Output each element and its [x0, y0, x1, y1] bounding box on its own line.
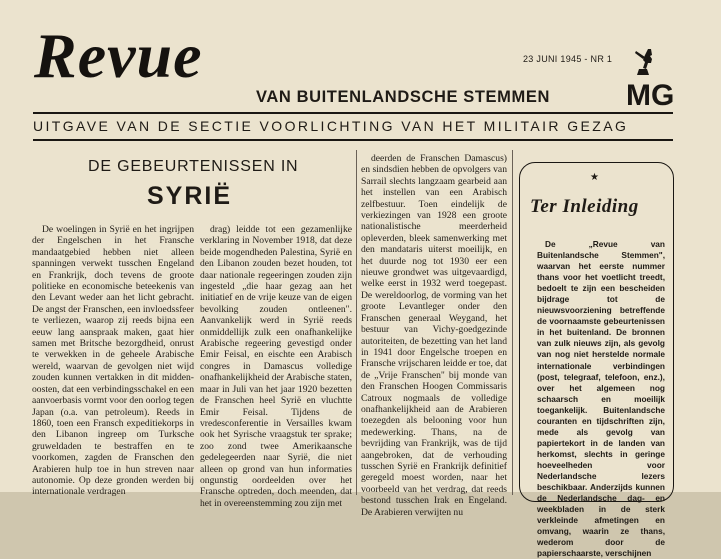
- column-divider: [356, 150, 357, 495]
- article-text: drag) leidde tot een gezamenlijke verklaring in November 1918, dat deze beide mogendheden Palestina, Syrië en den Libanon zouden bezet houden, tot daar nationale regeeringen zouden zijn ingesteld „die haar gezag aan het initiatief en de vrije keuze van de eigen bevolking zouden ontleenen". Aanvankelijk werd in Syrië reeds onmiddellijk zulk een onafhankelijke Arabische regeering gevestigd onder Emir Feisal, en eischte een Arabisch congres in Damascus volledige onafhankelijkheid der Arabische staten, maar in Juli van het jaar 1920 bezetten de Franschen heel Syrië en vluchtte Emir Feisal. Tijdens de vredesconferentie in Versailles kwam ook het Syrische vraagstuk ter sprake; zoo zond twee Amerikaansche gedelegeerden naar Syrië, die niet alleen op grond van hun informaties ongunstig oordeelden over het Fransche optreden, doch meenden, dat het in overeenstemming zou zijn met: [200, 224, 352, 509]
- masthead-title: Revue: [34, 20, 203, 91]
- date-issue: 23 JUNI 1945 - NR 1: [523, 54, 613, 64]
- article-column-2: [200, 224, 352, 509]
- headline-small: DE GEBEURTENISSEN IN: [88, 158, 299, 175]
- sidebar-text: De „Revue van Buitenlandsche Stemmen", waarvan het eerste nummer thans voor het voetlicht treedt, bedoelt te zijn een bescheiden bijdrage tot de nieuwsvoorziening betreffende de voornaamste gebeurtenissen in het buitenland. De bronnen van zulk nieuws zijn, als gevolg van nog niet herstelde normale internationale verbindingen (post, telegraaf, telefoon, enz.), over het algemeen nog schaarsch en moeilijk toegankelijk. Buitenlandsche couranten en tijdschriften zijn, mede als gevolg van papiertekort in de landen van herkomst, slechts in geringe hoeveelheden voor Nederlandsche lezers beschikbaar. Anderzijds kunnen de Nederlandsche dag- en weekbladen in de sterk verkleinde afmetingen en omvang, waarin ze thans, wederom door de papierschaarste, verschijnen: [537, 239, 665, 559]
- article-column-3: [361, 153, 507, 518]
- tagline-rule: [33, 139, 673, 141]
- article-column-1: [32, 224, 194, 498]
- masthead-subtitle: VAN BUITENLANDSCHE STEMMEN: [256, 88, 550, 106]
- star-icon: ★: [590, 172, 599, 183]
- sidebar-text-block: [537, 239, 665, 559]
- masthead-rule: [33, 112, 673, 114]
- sidebar-title: Ter Inleiding: [530, 196, 639, 217]
- article-text: De woelingen in Syrië en het ingrijpen der Engelschen in het Fransche mandaatgebied hebben niet alleen spanningen verwekt tusschen Engeland en Frankrijk, doch tevens de groote politieke en economische beteekenis van den Levant weder aan het licht gebracht. De angst der Franschen, een invloedssfeer te verliezen, waarop zij reeds bijna een eeuw lang aanspraak maken, gaat hier samen met Britsche bezorgdheid, onrust te verwekken in de geheele Arabische wereld, waarvan de gevolgen niet wijd zouden kunnen vertakken in dit midden-oosten, dat een verbindingsschakel en een aanvoerbasis vormt voor den oorlog tegen Japan (o.a. van petroleum). Reeds in 1860, toen een Fransch expeditiekorps in den Libanon ingreep om Turksche gruweldaden te bestraffen en te voorkomen, zagden de Franschen den Arabieren hulp toe in hun streven naar autonomie. Op deze gronden werden bij internationale verdragen: [32, 224, 194, 498]
- headline-large: SYRIË: [147, 182, 233, 210]
- column-divider: [512, 150, 513, 495]
- military-gezag-logo: [625, 47, 675, 112]
- logo-monogram: MG: [626, 79, 675, 112]
- article-text: deerden de Franschen Damascus) en sindsdien hebben de opvolgers van Sarrail slechts langzaam gearbeid aan het instellen van een Arabisch zelfbestuur. Toen eindelijk de verkiezingen van 1928 een groote nationalistische meerderheid opleverden, bleek samenwerking met den mandataris uiterst moeilijk, en het duurde nog tot 1930 eer een nieuwe grondwet was uitgevaardigd, welke eerst in 1932 werd toegepast. De wereldoorlog, de vorming van het groote Levantleger onder den Franschen generaal Weygand, het bestuur van Vichy-goedgezinde autoriteiten, de bezetting van het land in 1941 door Engelsche troepen en Fransche vrijscharen leidde er toe, dat de „Vrije Franschen" bij monde van den Franschen Hoogen Commissaris Catroux nogmaals de volledige onafhankelijkheid aan de Arabieren toezegden als belooning voor hun medewerking. Thans, na de bevrijding van Frankrijk, was de tijd aangebroken, dat de verhouding tusschen Syrië en Frankrijk definitief geregeld moest worden, naar het voorbeeld van het verdrag, dat reeds bestond tusschen Irak en Engeland. De Arabieren verwijten nu: [361, 153, 507, 518]
- tagline: UITGAVE VAN DE SECTIE VOORLICHTING VAN HET MILITAIR GEZAG: [33, 118, 629, 134]
